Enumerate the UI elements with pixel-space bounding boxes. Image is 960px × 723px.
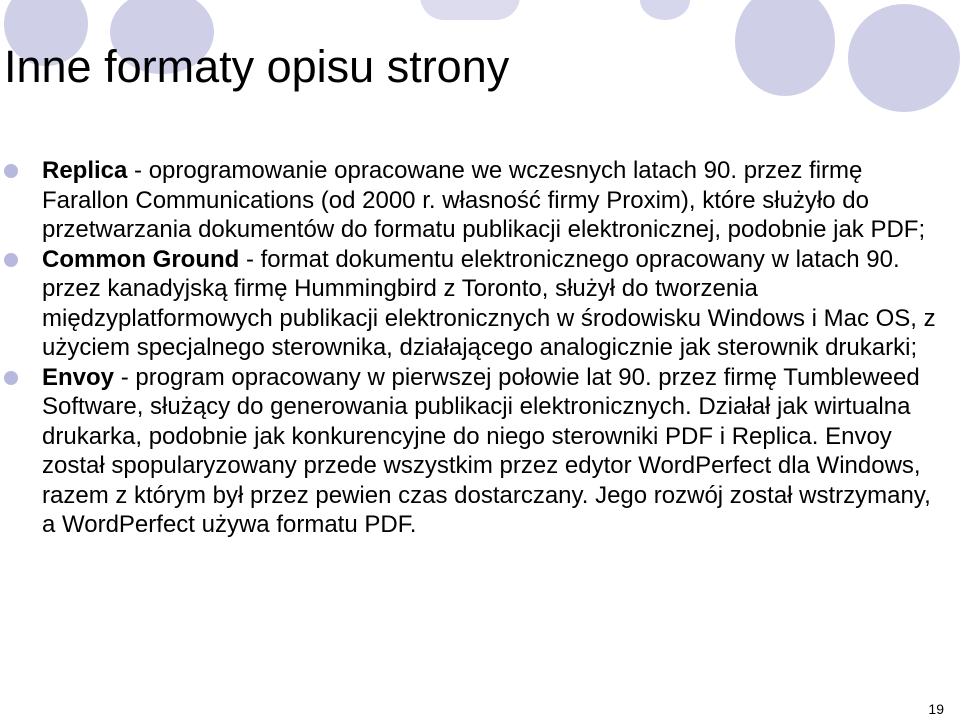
bullet-list bbox=[0, 156, 938, 540]
decorative-circle bbox=[420, 0, 520, 20]
decorative-circle bbox=[848, 4, 960, 112]
bullet-term: Envoy bbox=[42, 363, 115, 391]
bullet-term: Replica bbox=[42, 157, 128, 184]
bullet-text: - format dokumentu elektronicznego opracowany w latach 90. przez kanadyjską firmę Hummingbird z Toronto, służył do tworzenia międzyplatformowych publikacji elektronicznych w środowisku Windows i Mac OS, z użyciem specjalnego sterownika, działającego analogicznie jak sterownik drukarki; bbox=[42, 245, 936, 361]
page-number: 19 bbox=[928, 701, 944, 717]
decorative-circle bbox=[735, 0, 835, 96]
bullet-text: - program opracowany w pierwszej połowie lat 90. przez firmę Tumbleweed Software, służący do generowania publikacji elektronicznych. Działał jak wirtualna drukarka, podobnie jak konkurencyjne do niego sterowniki PDF i Replica. Envoy został spopularyzowany przede wszystkim przez edytor WordPerfect dla Windows, razem z którym był przez pewien czas dostarczany. Jego rozwój został wstrzymany, a WordPerfect używa formatu PDF. bbox=[42, 363, 931, 538]
bullet-item-common-ground bbox=[0, 245, 938, 363]
bullet-text: - oprogramowanie opracowane we wczesnych latach 90. przez firmę Farallon Communications (od 2000 r. własność firmy Proxim), które służyło do przetwarzania dokumentów do formatu publikacji elektronicznej, podobnie jak PDF; bbox=[42, 157, 926, 243]
decorative-circle bbox=[640, 0, 690, 20]
bullet-item-envoy bbox=[0, 363, 938, 540]
bullet-term: Common Ground bbox=[42, 245, 240, 273]
slide-title: Inne formaty opisu strony bbox=[4, 41, 510, 92]
bullet-icon bbox=[4, 164, 18, 178]
bullet-item-replica bbox=[0, 156, 938, 245]
bullet-icon bbox=[4, 253, 18, 267]
bullet-icon bbox=[4, 371, 18, 385]
